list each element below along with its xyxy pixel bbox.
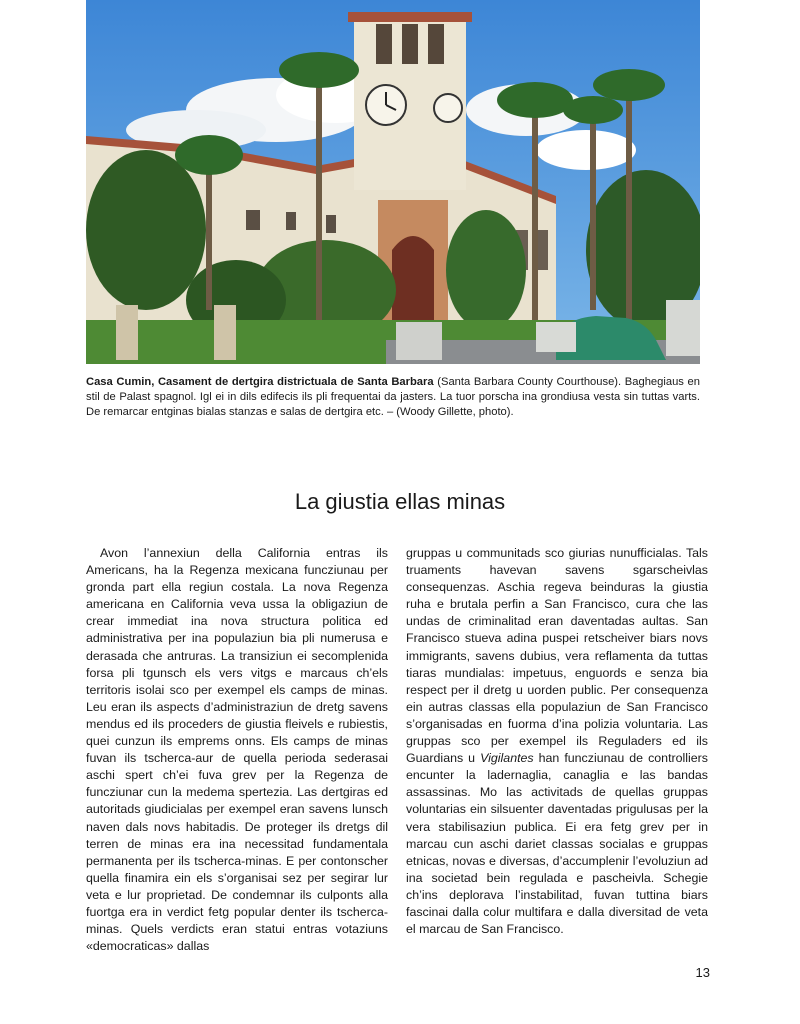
text-column-right — [406, 545, 708, 938]
body-paragraph-right — [406, 545, 708, 938]
body-right-italic: Vigilantes — [480, 751, 534, 766]
body-right-after: han funcziunau de controlliers encunter la ladernaglia, canaglia e las bandas assassinas. Mo las activitads de quellas gruppas voluntarias ein silsuenter daventadas prigulusas per la vera stabilisaziun publica. Ei era fetg grev per in marcau cun aschi dariet classas socialas e gruppas etnicas, novas e diversas, d’accumplenir l’evoluziun ad ina societad bein regulada e pascheivla. Schegie ch’ins deplorava l’instabilitad, fuvan tuttina biars fascinai dalla colur multifara e dalla diversitad de veta el marcau de San Francisco. — [406, 751, 708, 937]
caption-bold: Casa Cumin, Casament de dertgira districtuala de Santa Barbara — [86, 376, 434, 388]
body-right-before: gruppas u communitads sco giurias nunufficialas. Tals truaments havevan savens sgarscheivlas consequenzas. Aschia regeva beinduras la giustia ruha e brutala perfin a San Francisco, cura che las undas de criminalitad eran daventadas aultas. San Francisco stueva adina puspei retscheiver biars novs immigrants, savens dubius, vera reflamenta da tuttas tiaras mundialas: impetuus, enguords e senza bia respect per il dretg u uorden public. Per consequenza ein autras classas ella populaziun de San Francisco s’organisadas en fuorma d’ina polizia voluntaria. Las gruppas sco per exempel ils Reguladers ed ils Guardians u — [406, 546, 708, 766]
courthouse-photo — [86, 0, 700, 364]
page-title: La giustia ellas minas — [294, 488, 506, 514]
body-paragraph-left: Avon l’annexiun della California entras ils Americans, ha la Regenza mexicana funcziunau per gronda part ella regiun costala. La nova Regenza americana en California veva ussa la obligaziun de crear immediat ina nova structura politica ed administrativa per ina populaziun bia pli numerusa e derasada che antruras. La transiziun ei secomplenida forsa pli tgunsch els vers vitgs e marcaus ch’els territoris isolai sco per exempel els camps de minas. Leu eran ils aspects d’administraziun de dretg savens mendus ed ils proceders de giustia fleivels e rubiestis, quei cunzun ils emprems onns. Els camps de minas fuvan ils tscherca-aur de quella perioda sederasai aschi spert ch’ei fuva grev per la Regenza de funcziunar cun la medema spertezia. Las dertgiras ed autoritads giudicialas per exempel eran savens lunsch naven dals novs habitadis. De proteger ils dretgs dil terren de minas era ina necessitad fundamentala permanenta per ils tscherca-minas. E per contonscher quella finamira ein els s’organisai sez per segirar lur veta e lur proprietad. De condemnar ils culponts alla fuortga era in verdict fetg popular denter ils tscherca-minas. Quels verdicts eran statui entras votaziuns «democraticas» dallas — [86, 546, 388, 954]
courthouse-illustration — [86, 0, 700, 364]
text-column-left — [86, 545, 388, 955]
caption-text: (Santa Barbara County Courthouse). Baghegiaus en stil de Palast spagnol. Igl ei in dils edifecis ils pli frequentai da jasters. La tuor porscha ina grondiusa vesta sin tuttas varts. De remarcar entginas bialas stanzas e salas de dertgira etc. – (Woody Gillette, photo). — [86, 376, 700, 419]
page-number: 13 — [695, 965, 710, 980]
photo-caption — [86, 375, 700, 421]
